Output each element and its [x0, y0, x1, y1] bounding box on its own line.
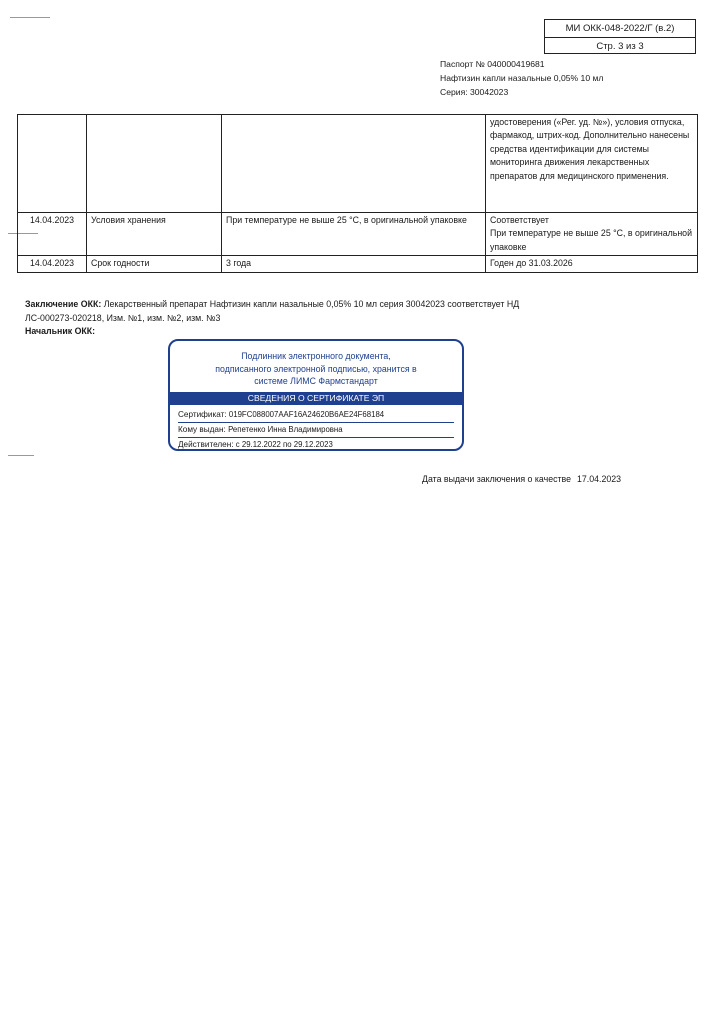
page-number: Стр. 3 из 3	[545, 37, 695, 55]
cell-result: Годен до 31.03.2026	[486, 256, 698, 272]
cell-requirement	[222, 115, 486, 213]
certificate-label: Сертификат:	[178, 410, 227, 419]
cell-parameter	[87, 115, 222, 213]
result-detail: При температуре не выше 25 °С, в оригинальной упаковке	[490, 228, 692, 252]
issued-to-value: Репетенко Инна Владимировна	[228, 425, 343, 434]
cell-parameter: Срок годности	[87, 256, 222, 272]
stamp-band: СВЕДЕНИЯ О СЕРТИФИКАТЕ ЭП	[170, 392, 462, 405]
conclusion-text: Лекарственный препарат Нафтизин капли назальные 0,05% 10 мл серия 30042023 соответствует НД ЛС-000273-020218, Изм. №1, изм. №2, изм. №3	[25, 299, 520, 323]
cell-date: 14.04.2023	[18, 213, 87, 256]
issued-to-label: Кому выдан:	[178, 425, 226, 434]
chief-label: Начальник ОКК:	[25, 326, 96, 336]
table-row	[18, 213, 698, 256]
electronic-signature-stamp	[168, 339, 464, 451]
table-row	[18, 256, 698, 272]
cell-date: 14.04.2023	[18, 256, 87, 272]
cell-result	[486, 213, 698, 256]
document-code-box	[544, 19, 696, 54]
issue-date-label: Дата выдачи заключения о качестве	[422, 474, 572, 484]
stamp-heading	[170, 341, 462, 390]
cell-result: удостоверения («Рег. уд. №»), условия отпуска, фармакод, штрих-код. Дополнительно нанесены средства идентификации для системы мониторинга движения лекарственных препаратов для медицинского применения.	[486, 115, 698, 213]
valid-value: с 29.12.2022 по 29.12.2023	[235, 440, 333, 449]
conclusion-label: Заключение ОКК:	[25, 299, 102, 309]
stamp-heading-line: Подлинник электронного документа,	[241, 351, 391, 361]
document-code: МИ ОКК-048-2022/Г (в.2)	[565, 23, 675, 34]
passport-number: Паспорт № 040000419681	[440, 59, 545, 69]
result-status: Соответствует	[490, 215, 549, 225]
cell-parameter: Условия хранения	[87, 213, 222, 256]
cell-requirement: При температуре не выше 25 °С, в оригинальной упаковке	[222, 213, 486, 256]
stamp-issued-to	[178, 422, 454, 437]
conclusion	[25, 298, 565, 325]
table-row	[18, 115, 698, 213]
issue-date-value: 17.04.2023	[577, 474, 622, 484]
stamp-certificate	[178, 408, 454, 422]
cell-requirement: 3 года	[222, 256, 486, 272]
scan-mark-top-left	[10, 17, 50, 18]
scan-mark-left-lower	[8, 455, 34, 456]
stamp-heading-line: системе ЛИМС Фармстандарт	[254, 376, 378, 386]
cell-date	[18, 115, 87, 213]
issue-date-line	[422, 474, 621, 484]
results-table	[17, 114, 698, 273]
stamp-heading-line: подписанного электронной подписью, хранится в	[215, 363, 417, 374]
stamp-details	[170, 405, 462, 451]
valid-label: Действителен:	[178, 440, 234, 449]
passport-block	[440, 57, 603, 99]
passport-product: Нафтизин капли назальные 0,05% 10 мл	[440, 73, 604, 83]
certificate-value: 019FC088007AAF16A24620B6AE24F68184	[228, 410, 385, 419]
passport-series: Серия: 30042023	[440, 87, 509, 97]
stamp-valid	[178, 437, 454, 451]
